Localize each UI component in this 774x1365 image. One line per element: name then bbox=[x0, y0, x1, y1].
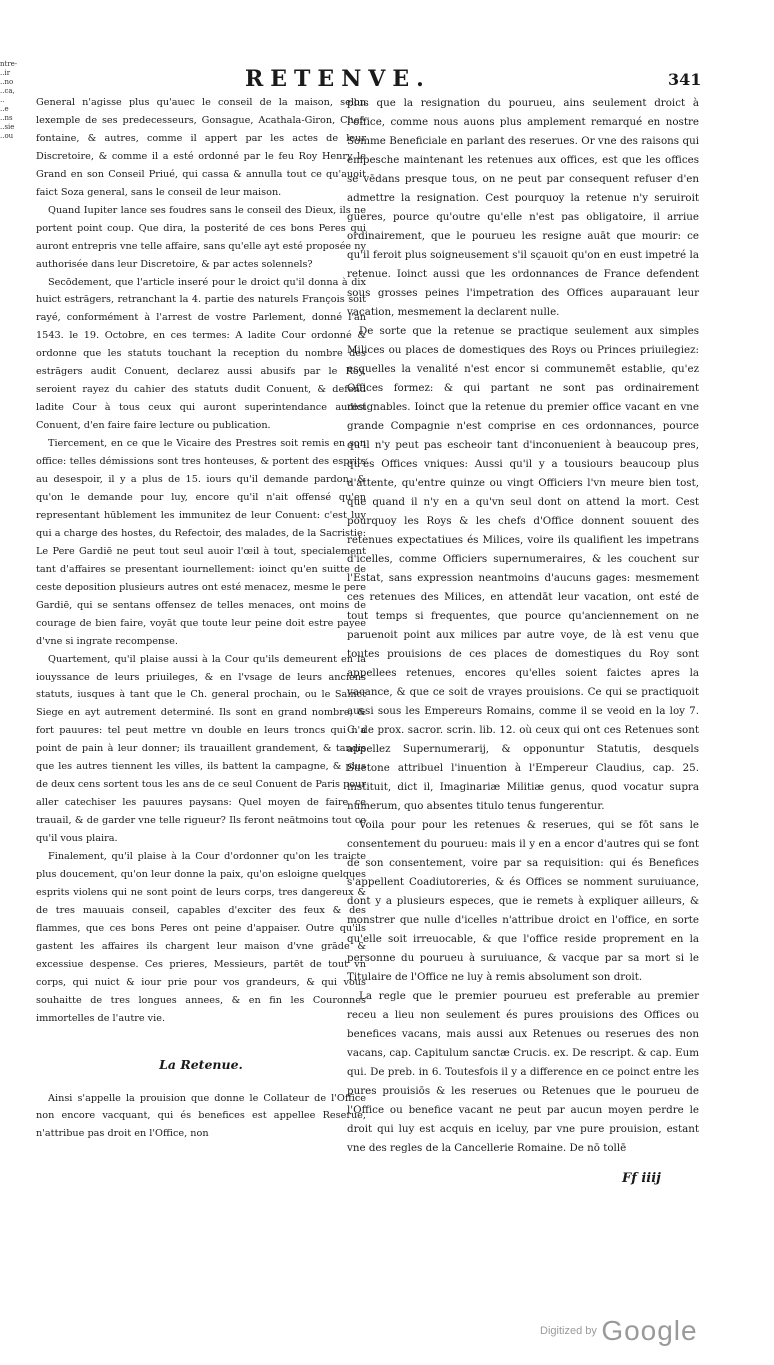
signature-mark: Ff iiij bbox=[622, 1171, 661, 1186]
right-column bbox=[347, 94, 699, 1158]
paragraph: plus que la resignation du pourueu, ains seulement droict à l'office, comme nous auons plus amplement remarqué en nostre Somme Beneficiale en parlant des reserues. Or vne des raisons qui empesche maintenant les retenues aux offices, est que les offices se vēdans presque tous, on ne peut par consequent refuser d'en admettre la resignation. Cest pourquoy la retenue n'y seruiroit gueres, pource qu'outre qu'elle n'est pas obligatoire, il arriue ordinairement, que le pourueu les resigne auāt que mourir: ce qu'il feroit plus soigneusement s'il sçauoit qu'on en eust impetré la retenue. Ioinct aussi que les ordonnances de France defendent sous grosses peines l'impetration des Offices auparauant leur vacation, mesmement la declarent nulle. bbox=[347, 97, 699, 318]
paragraph: Finalement, qu'il plaise à la Cour d'ordonner qu'on les traicte plus doucement, qu'on leur donne la paix, qu'on esloigne quelques esprits violens qui ne sont point de leurs corps, tres dangereux & de tres mauuais conseil, capables d'exciter des feux & des flammes, que ces bons Peres ont peine d'appaiser. Outre qu'ils gastent les affaires ils chargent leur maison d'vne grāde & excessiue despense. Ces prieres, Messieurs, partēt de tout vn corps, qui nuict & iour prie pour vos grandeurs, & qui vous souhaitte de tres longues annees, & en fin les Couronnes immortelles de l'autre vie. bbox=[36, 851, 366, 1024]
google-logo: Google bbox=[601, 1315, 698, 1346]
watermark-prefix: Digitized by bbox=[540, 1325, 597, 1337]
paragraph: Quartement, qu'il plaise aussi à la Cour qu'ils demeurent en la iouyssance de leurs priuileges, & en l'vsage de leurs anciens statuts, iusques à tant que le Ch. general prochain, ou le Sainct Siege en ayt autrement determiné. Ils sont en grand nombre, & fort pauures: tel peut mettre vn double en leurs troncs qui n'a point de pain à leur donner; ils trauaillent grandement, & tandis que les autres tiennent les villes, ils battent la campagne, & plus de deux cens sortent tous les ans de ce seul Conuent de Paris pour aller catechiser les pauures paysans: Quel moyen de faire ce trauail, & de garder vne telle rigueur? Ils feront neātmoins tout ce qu'il vous plaira. bbox=[36, 653, 366, 845]
left-column bbox=[36, 94, 366, 1143]
digitized-watermark bbox=[540, 1315, 698, 1347]
paragraph: La regle que le premier pourueu est preferable au premier receu a lieu non seulement és pures prouisions des Offices ou benefices vacans, mais aussi aux Retenues ou reserues des non vacans, cap. Capitulum sanctæ Crucis. ex. De rescript. & cap. Eum qui. De preb. in 6. Toutesfois il y a difference en ce poinct entre les pures prouisiōs & les reserues ou Retenues que le pourueu de l'Office ou benefice vacant ne peut par aucun moyen perdre le droit qui luy est acquis en iceluy, par vne pure prouision, estant vne des regles de la Cancellerie Romaine. De nō tollē bbox=[347, 990, 699, 1154]
page-number: 341 bbox=[668, 70, 702, 89]
paragraph: General n'agisse plus qu'auec le conseil de la maison, selon lexemple de ses predecesseurs, Gonsague, Acathala-Giron, Chef-fontaine, & autres, comme il appert par les actes de leur Discretoire, & comme il a esté ordonné par le feu Roy Henry le Grand en son Conseil Priué, qui cassa & annulla tout ce qu'auoit faict Soza general, sans le conseil de leur maison. bbox=[36, 97, 366, 198]
margin-fragments: ntre- ..ir ..no ..ca, .. ..e ..ns ..sie ..ou bbox=[0, 60, 18, 140]
paragraph: Tiercement, en ce que le Vicaire des Prestres soit remis en son office: telles démissions sont tres honteuses, & portent des esprits au desespoir, il y a plus de 15. iours qu'il demande pardon, & qu'on le demande pour luy, encore qu'il n'ait offensé qu'en representant hūblement les immunitez de leur Conuent: c'est luy qui a charge des hostes, du Refectoir, des malades, de la Sacristie: Le Pere Gardiē ne peut tout seul auoir l'œil à tout, specialement tant d'affaires se presentant iournellement: ioinct qu'en suitte de ceste deposition plusieurs autres ont esté menacez, mesme le pere Gardiē, qui se sentans offensez de telles menaces, ont moins de courage de bien faire, voyāt que toute leur peine doit estre payee d'vne si ingrate recompense. bbox=[36, 438, 366, 647]
paragraph: Secōdement, que l'article inseré pour le droict qu'il donna à dix huict estrāgers, retranchant la 4. partie des naturels François soit rayé, conformément à l'arrest de vostre Parlement, donné l'an 1543. le 19. Octobre, en ces termes: A ladite Cour ordonné & ordonne que les statuts touchant la reception du nombre des estrāgers audit Conuent, declarez aussi abusifs par le Roy, seroient rayez du cahier des statuts dudit Conuent, & defend ladite Cour à tous ceux qui auront superintendance audict Conuent, d'en faire faire lecture ou publication. bbox=[36, 276, 366, 432]
paragraph: Quand Iupiter lance ses foudres sans le conseil des Dieux, ils ne portent point coup. Que dira, la posterité de ces bons Peres qui auront entrepris vne telle affaire, sans qu'elle ayt esté proposée ny authorisée dans leur Discretoire, & par actes solennels? bbox=[36, 204, 366, 270]
section-heading: La Retenue. bbox=[159, 1056, 243, 1072]
running-head: RETENVE. bbox=[245, 66, 431, 92]
paragraph: Ainsi s'appelle la prouision que donne le Collateur de l'Office non encore vacquant, qui és benefices est appellee Reserue, n'attribue pas droit en l'Office, non bbox=[36, 1092, 366, 1140]
paragraph: De sorte que la retenue se practique seulement aux simples Milices ou places de domestiques des Roys ou Princes priuilegiez: esquelles la venalité n'est encor si communemēt establie, qu'ez Offices formez: & qui partant ne sont pas ordinairement resignables. Ioinct que la retenue du premier office vacant en vne grande Compagnie n'est comprise en ces ordonnances, pource qu'il n'y peut pas escheoir tant d'inconuenient à beaucoup pres, qu'és Offices vniques: Aussi qu'il y a tousiours beaucoup plus d'attente, qu'entre quinze ou vingt Officiers l'vn meure bien tost, que quand il n'y en a qu'vn seul dont on attend la mort. Cest pourquoy les Roys & les chefs d'Office donnent souuent des retenues expectatiues és Milices, voire ils qualifient les impetrans d'icelles, comme Officiers supernumeraires, & les couchent sur l'Estat, sans expression neantmoins d'aucuns gages: mesmement ces retenues des Milices, en attendāt leur vacation, ont esté de tout temps si frequentes, que pource qu'anciennement on ne paruenoit point aux milices par autre voye, de là est venu que toutes prouisions de ces places de domestiques du Roy sont appellees retenues, encores qu'elles soient faictes apres la vacance, & que ce soit de vrayes prouisions. Ce qui se practiquoit aussi sous les Empereurs Romains, comme il se veoid en la loy 7. C. de prox. sacror. scrin. lib. 12. où ceux qui ont ces Retenues sont appellez Supernumerarij, & opponuntur Statutis, desquels Suetone attribuel l'inuention à l'Empereur Claudius, cap. 25. instituit, dict il, Imaginariæ Militiæ genus, quod vocatur supra numerum, quo absentes titulo tenus fungerentur. bbox=[347, 325, 699, 812]
paragraph: Voila pour pour les retenues & reserues, qui se fōt sans le consentement du pourueu: mais il y en a encor d'autres qui se font de son consentement, voire par sa requisition: qui és Benefices s'appellent Coadiutoreries, & és Offices se nomment suruiuance, dont y a plusieurs especes, que ie remets à expliquer ailleurs, & monstrer que nulle d'icelles n'attribue droict en l'office, en sorte qu'elle soit irreuocable, & que l'office reside proprement en la personne du pourueu à suruiuance, & vacque par sa mort si le Titulaire de l'Office ne luy à remis absolument son droit. bbox=[347, 819, 699, 983]
book-page bbox=[30, 58, 730, 1208]
